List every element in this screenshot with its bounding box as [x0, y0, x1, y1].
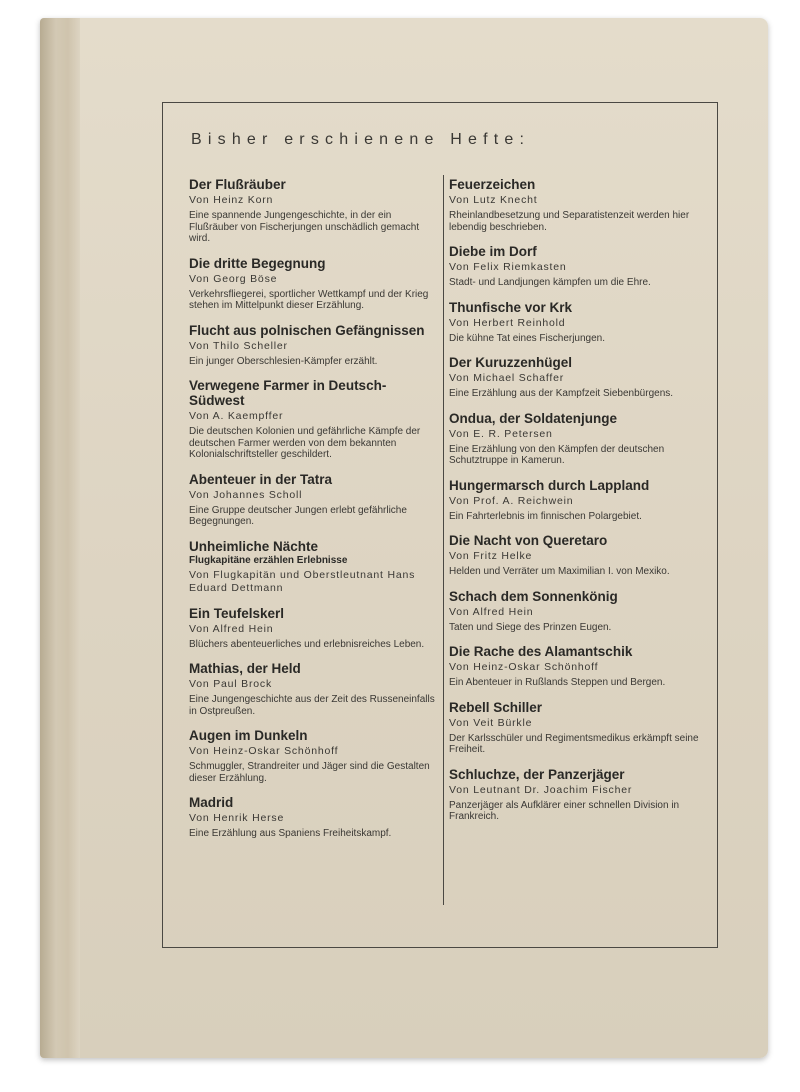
book-title: Mathias, der Held	[189, 661, 301, 676]
book-entry	[189, 472, 439, 528]
book-entry	[189, 606, 439, 651]
book-entry	[449, 589, 699, 634]
book-description: Helden und Verräter um Maximilian I. von Mexiko.	[449, 566, 670, 577]
book-entry	[449, 300, 699, 345]
left-column	[189, 177, 439, 851]
book-description: Eine Erzählung aus der Kampfzeit Siebenbürgens.	[449, 388, 674, 399]
book-entry	[189, 795, 439, 840]
book-title: Unheimliche Nächte	[189, 538, 319, 554]
book-entry	[189, 728, 439, 784]
book-entry	[449, 533, 699, 578]
book-title: Schach dem Sonnenkönig	[449, 588, 618, 604]
page-heading: Bisher erschienene Hefte:	[191, 131, 531, 148]
book-description: Eine Erzählung aus Spaniens Freiheitskampf.	[189, 828, 392, 839]
book-author: Von Herbert Reinhold	[449, 316, 566, 329]
book-subtitle: Flugkapitäne erzählen Erlebnisse	[189, 554, 348, 566]
book-title: Feuerzeichen	[449, 177, 536, 192]
book-entry	[189, 323, 439, 368]
book-author: Von Alfred Hein	[449, 605, 534, 618]
book-description: Ein Abenteuer in Rußlands Steppen und Bergen.	[449, 677, 666, 688]
book-title: Die Nacht von Queretaro	[449, 533, 608, 548]
book-description: Eine Jungengeschichte aus der Zeit des Russeneinfalls in Ostpreußen.	[189, 694, 435, 717]
book-title: Rebell Schiller	[449, 699, 543, 715]
book-title: Madrid	[189, 795, 234, 810]
book-author: Von Heinz Korn	[189, 194, 274, 206]
column-divider	[443, 175, 444, 905]
book-entry	[449, 700, 699, 756]
book-title: Schluchze, der Panzerjäger	[449, 766, 625, 782]
book-title: Der Flußräuber	[189, 177, 286, 192]
book-title: Thunfische vor Krk	[449, 299, 573, 315]
book-description: Blüchers abenteuerliches und erlebnisreiches Leben.	[189, 638, 425, 650]
book-title: Hungermarsch durch Lappland	[449, 477, 650, 493]
book-entry	[449, 355, 699, 400]
book-description: Verkehrsfliegerei, sportlicher Wettkampf und der Krieg stehen im Mittelpunkt dieser Erzählung.	[189, 288, 429, 311]
book-author: Von Thilo Scheller	[189, 339, 288, 352]
book-title: Flucht aus polnischen Gefängnissen	[189, 322, 425, 338]
book-entry	[449, 478, 699, 523]
book-spine	[40, 18, 80, 1058]
book-author: Von Georg Böse	[189, 272, 278, 285]
book-author: Von Johannes Scholl	[189, 488, 303, 501]
book-author: Von Lutz Knecht	[449, 194, 538, 206]
book-entry	[189, 378, 439, 461]
book-entry	[189, 177, 439, 245]
book-entry	[189, 661, 439, 717]
book-title: Ein Teufelskerl	[189, 605, 285, 621]
book-author: Von A. Kaempffer	[189, 410, 284, 422]
book-author: Von Henrik Herse	[189, 812, 285, 824]
book-description: Ein junger Oberschlesien-Kämpfer erzählt.	[189, 355, 378, 367]
book-author: Von Heinz-Oskar Schönhoff	[449, 661, 599, 673]
book-description: Die kühne Tat eines Fischerjungen.	[449, 332, 606, 344]
book-entry	[449, 644, 699, 689]
book-description: Taten und Siege des Prinzen Eugen.	[449, 621, 612, 633]
book-description: Eine spannende Jungengeschichte, in der ein Flußräuber von Fischerjungen unschädlich gemacht wird.	[189, 210, 420, 244]
book-title: Der Kuruzzenhügel	[449, 355, 573, 370]
book-author: Von Paul Brock	[189, 678, 272, 690]
book-entry	[449, 244, 699, 289]
book-entry	[189, 539, 439, 595]
book-author: Von Fritz Helke	[449, 550, 533, 562]
book-description: Eine Erzählung von den Kämpfen der deutschen Schutztruppe in Kamerun.	[449, 443, 665, 466]
right-column	[449, 177, 699, 834]
book-description: Panzerjäger als Aufklärer einer schnellen Division in Frankreich.	[449, 799, 680, 822]
book-author: Von E. R. Petersen	[449, 427, 553, 440]
book-entry	[449, 767, 699, 823]
book-title: Die Rache des Alamantschik	[449, 644, 633, 659]
book-author: Von Flugkapitän und Oberstleutnant Hans Eduard Dettmann	[189, 568, 416, 594]
book-description: Ein Fahrterlebnis im finnischen Polargebiet.	[449, 510, 642, 522]
book-author: Von Veit Bürkle	[449, 716, 533, 729]
book-author: Von Leutnant Dr. Joachim Fischer	[449, 783, 633, 796]
book-title: Augen im Dunkeln	[189, 728, 308, 743]
book-title: Diebe im Dorf	[449, 244, 537, 259]
book-description: Stadt- und Landjungen kämpfen um die Ehre.	[449, 277, 651, 288]
book-author: Von Prof. A. Reichwein	[449, 494, 574, 507]
book-description: Die deutschen Kolonien und gefährliche Kämpfe der deutschen Farmer werden von dem bekannten Kolonialschriftsteller geschildert.	[189, 426, 421, 460]
book-title: Abenteuer in der Tatra	[189, 471, 333, 487]
book-author: Von Michael Schaffer	[449, 372, 565, 384]
book-description: Rheinlandbesetzung und Separatistenzeit werden hier lebendig beschrieben.	[449, 210, 690, 233]
book-entry	[449, 177, 699, 233]
book-title: Verwegene Farmer in Deutsch-Südwest	[189, 378, 387, 408]
book-title: Die dritte Begegnung	[189, 255, 326, 271]
book-entry	[189, 256, 439, 312]
book-entry	[449, 411, 699, 467]
book-author: Von Heinz-Oskar Schönhoff	[189, 745, 339, 757]
book-description: Der Karlsschüler und Regimentsmedikus erkämpft seine Freiheit.	[449, 732, 699, 755]
listing-frame	[162, 102, 718, 948]
book-title: Ondua, der Soldatenjunge	[449, 410, 618, 426]
book-description: Schmuggler, Strandreiter und Jäger sind die Gestalten dieser Erzählung.	[189, 761, 430, 784]
book-description: Eine Gruppe deutscher Jungen erlebt gefährliche Begegnungen.	[189, 504, 407, 527]
book-back-cover	[40, 18, 768, 1058]
book-author: Von Felix Riemkasten	[449, 261, 567, 273]
book-author: Von Alfred Hein	[189, 622, 274, 635]
